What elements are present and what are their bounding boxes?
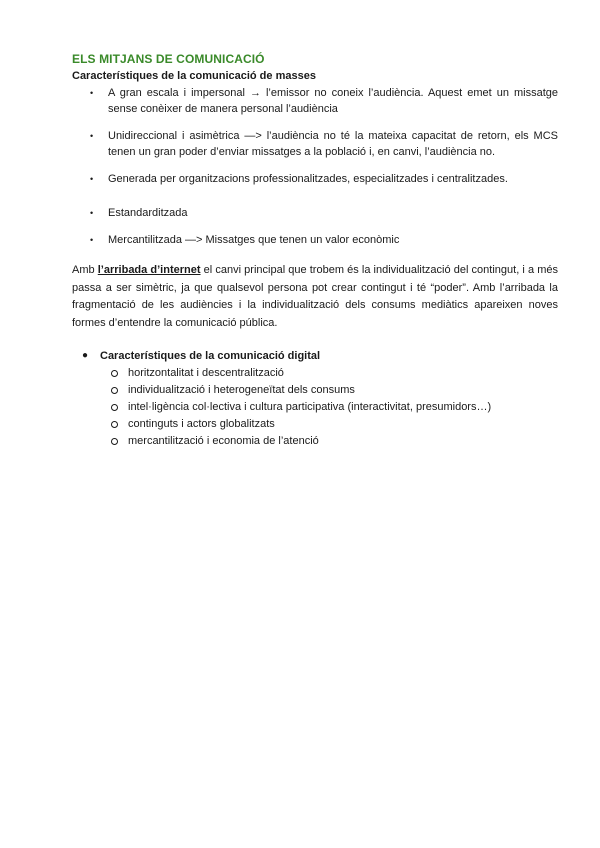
list-item-text: Estandarditzada [108, 207, 188, 219]
hollow-circle-icon [111, 404, 118, 411]
list-item [100, 416, 558, 433]
list-item [72, 232, 558, 248]
list-item [72, 205, 558, 221]
paragraph-text-before: Amb [72, 264, 98, 276]
digital-section-item [72, 348, 558, 450]
list-item [72, 128, 558, 160]
document-title: ELS MITJANS DE COMUNICACIÓ [72, 52, 265, 66]
bullet-icon: • [90, 131, 94, 141]
list-item [100, 365, 558, 382]
hollow-circle-icon [111, 370, 118, 377]
list-item-text: Generada per organitzacions professionalitzades, especialitzades i centralitzades. [108, 173, 508, 185]
list-item-text: intel·ligència col·lectiva i cultura participativa (interactivitat, presumidors…) [128, 401, 492, 413]
section-subtitle: Característiques de la comunicació de masses [72, 70, 316, 82]
list-item-text: horitzontalitat i descentralització [128, 367, 284, 379]
hollow-circle-icon [111, 421, 118, 428]
bullet-icon: • [90, 208, 94, 218]
bullet-icon: • [90, 88, 94, 98]
list-item-text: Unidireccional i asimètrica —> l’audiència no té la mateixa capacitat de retorn, els MCS tenen un gran poder d’enviar missatges a la població i, en canvi, l’audiència no. [108, 130, 558, 158]
list-item-text: individualització i heterogeneïtat dels consums [128, 384, 355, 396]
list-item [72, 171, 558, 187]
filled-bullet-icon: ● [82, 350, 89, 361]
list-item-text: A gran escala i impersonal → l’emissor no coneix l’audiència. Aquest emet un missatge sense conèixer de manera personal l’audiència [108, 87, 558, 115]
list-item-text: continguts i actors globalitzats [128, 418, 275, 430]
digital-heading: Característiques de la comunicació digital [100, 350, 321, 362]
internet-link[interactable]: l’arribada d’internet [97, 264, 201, 276]
paragraph-text-after: el canvi principal que trobem és la individualització del contingut, i a més passa a ser simètric, ja que qualsevol persona pot crear contingut i té “poder”. Amb l’arribada la fragmentació de les audiències i la individualització dels consums mediàtics apareixen noves formes d’entendre la comunicació pública. [72, 264, 558, 329]
body-paragraph [72, 262, 558, 332]
bullet-icon: • [90, 174, 94, 184]
list-item-text: mercantilització i economia de l’atenció [128, 435, 319, 447]
hollow-circle-icon [111, 438, 118, 445]
list-item [100, 382, 558, 399]
bullet-icon: • [90, 235, 94, 245]
list-item [100, 399, 558, 416]
list-item [100, 433, 558, 450]
digital-section-list [72, 348, 558, 450]
digital-features-list [100, 365, 558, 450]
document-page [72, 52, 558, 450]
list-item-text: Mercantilitzada —> Missatges que tenen un valor econòmic [108, 234, 400, 246]
hollow-circle-icon [111, 387, 118, 394]
list-item [72, 85, 558, 117]
mass-features-list [72, 85, 558, 248]
